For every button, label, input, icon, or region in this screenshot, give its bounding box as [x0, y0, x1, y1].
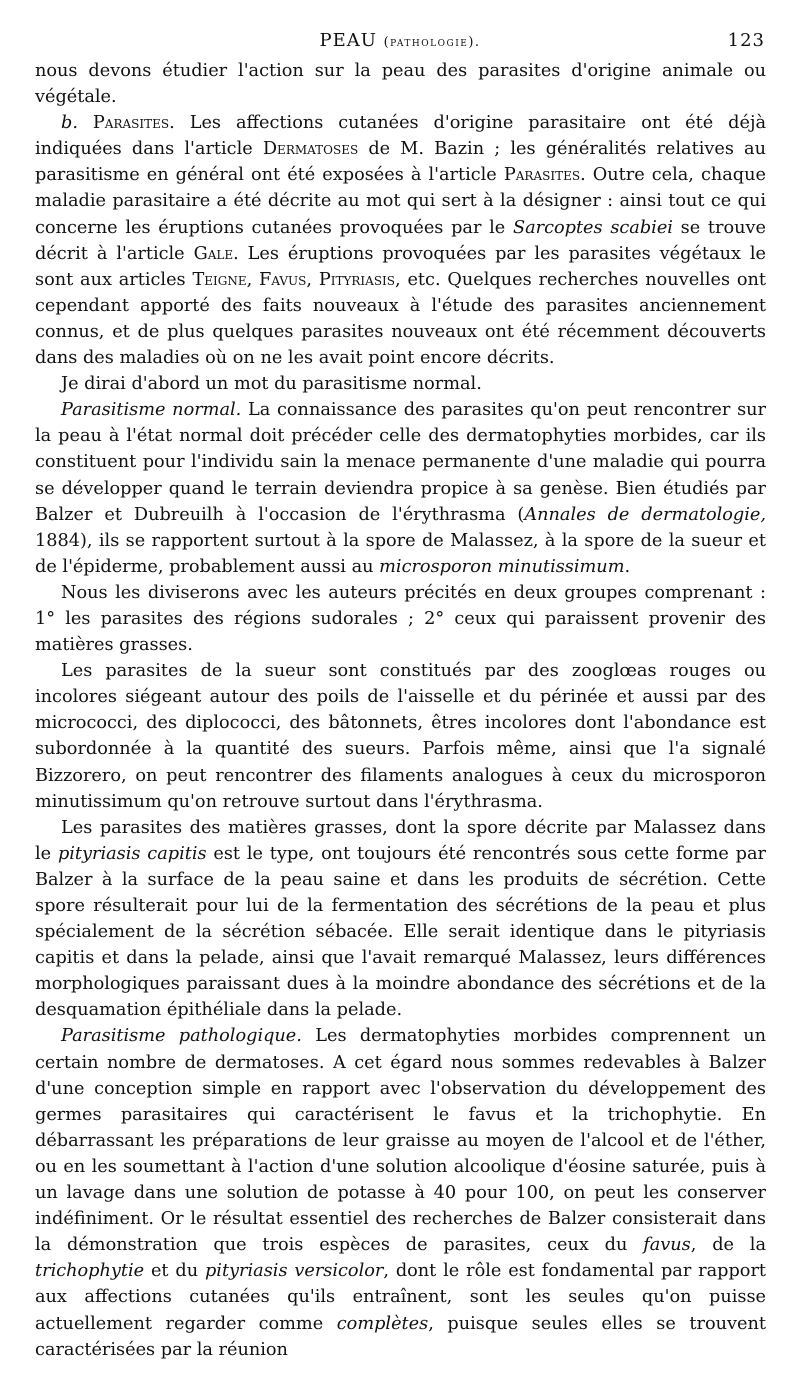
running-title-main: PEAU — [319, 30, 377, 51]
term-pityriasis-capitis: pityriasis capitis — [57, 843, 207, 864]
ref-gale: Gale — [193, 243, 234, 264]
ref-favus: Favus — [259, 269, 307, 290]
subheading-parasitisme-pathologique: Parasitisme pathologique. — [61, 1026, 302, 1047]
section-heading-parasites: Parasites. — [92, 113, 175, 134]
term-trichophytie: trichophytie — [35, 1261, 145, 1282]
paragraph-5: Nous les diviserons avec les auteurs précités en deux groupes comprenant : 1° les parasites des régions sudorales ; 2° ceux qui paraissent provenir des matières grasses. — [35, 582, 766, 656]
subheading-parasitisme-normal: Parasitisme normal. — [61, 400, 242, 421]
running-title-sub: (pathologie). — [383, 35, 481, 50]
paragraph-parasitisme-normal: Parasitisme normal. La connaissance des parasites qu'on peut rencontrer sur la peau à l'état normal doit précéder celle des dermatophyties morbides, car ils constituent pour l'individu sain la menace permanente d'une maladie qui pourra se développer quand le terrain deviendra propice à sa genèse. Bien étudiés par Balzer et Dubreuilh à l'occasion de l'érythrasma (Annales de dermatologie, 1884), ils se rapportent surtout à la spore de Malassez, à la spore de la sueur et de l'épiderme, probablement aussi au microsporon minutissimum. — [35, 400, 766, 577]
term-favus: favus — [643, 1235, 691, 1256]
species-microsporon: microsporon minutissimum — [379, 556, 625, 577]
paragraph-parasitisme-pathologique: Parasitisme pathologique. Les dermatophyties morbides comprennent un certain nombre de dermatoses. A cet égard nous sommes redevables à Balzer d'une conception simple en rapport avec l'observation du développement des germes parasitaires qui caractérisent le favus et la trichophytie. En débarrassant les préparations de leur graisse au moyen de l'alcool et de l'éther, ou en les soumettant à l'action d'une solution alcoolique d'éosine saturée, puis à un lavage dans une solution de potasse à 40 pour 100, on peut les conserver indéfiniment. Or le résultat essentiel des recherches de Balzer consisterait dans la démonstration que trois espèces de parasites, ceux du favus, de la trichophytie et du pityriasis versicolor, dont le rôle est fondamental par rapport aux affections cutanées qu'ils entraînent, sont les seules qu'on puisse actuellement regarder comme complètes, puisque seules elles se trouvent caractérisées par la réunion — [35, 1026, 767, 1360]
ref-pityriasis: Pityriasis — [318, 269, 396, 290]
term-completes: complètes — [336, 1313, 429, 1334]
paragraph-1: nous devons étudier l'action sur la peau des parasites d'origine animale ou végétale. — [35, 61, 766, 108]
ref-dermatoses: Dermatoses — [262, 139, 359, 160]
citation-annales: Annales de dermatologie, — [524, 504, 766, 525]
paragraph-3: Je dirai d'abord un mot du parasitisme normal. — [61, 374, 482, 395]
running-title — [35, 30, 765, 51]
paragraph-parasites: b. Parasites. Les affections cutanées d'origine parasitaire ont été déjà indiquées dans l'article Dermatoses de M. Bazin ; les généralités relatives au parasitisme en général ont été exposées à l'article Parasites. Outre cela, chaque maladie parasitaire a été décrite au mot qui sert à la désigner : ainsi tout ce qui concerne les éruptions cutanées provoquées par le Sarcoptes scabiei se trouve décrit à l'article Gale. Les éruptions provoquées par les parasites végétaux le sont aux articles Teigne, Favus, Pityriasis, etc. Quelques recherches nouvelles ont cependant apporté des faits nouveaux à l'étude des parasites anciennement connus, et de plus quelques parasites nouveaux ont été récemment découverts dans des maladies où on ne les avait point encore décrits. — [35, 113, 766, 369]
running-header — [35, 30, 765, 54]
paragraph-6: Les parasites de la sueur sont constitués par des zooglœas rouges ou incolores siégeant autour des poils de l'aisselle et du périnée et aussi par des micrococci, des diplococci, des bâtonnets, êtres incolores dont l'abondance est subordonnée à la quantité des sueurs. Parfois même, ainsi que l'a signalé Bizzorero, on peut rencontrer des filaments analogues à ceux du microsporon minutissimum qu'on retrouve surtout dans l'érythrasma. — [35, 661, 766, 812]
species-sarcoptes: Sarcoptes scabiei — [512, 217, 673, 238]
ref-teigne: Teigne — [192, 269, 247, 290]
section-letter: b. — [61, 113, 78, 134]
ref-parasites: Parasites — [503, 165, 581, 186]
page-body — [35, 58, 766, 1363]
term-pityriasis-versicolor: pityriasis versicolor — [204, 1261, 384, 1282]
paragraph-7: Les parasites des matières grasses, dont la spore décrite par Malassez dans le pityriasis capitis est le type, ont toujours été rencontrés sous cette forme par Balzer à la surface de la peau saine et dans les produits de sécrétion. Cette spore résulterait pour lui de la fermentation des sécrétions de la peau et plus spécialement de la sécrétion sébacée. Elle serait identique dans le pityriasis capitis et dans la pelade, ainsi que l'avait remarqué Malassez, leurs différences morphologiques paraissant dues à la moindre abondance des sécrétions et de la desquamation épithéliale dans la pelade. — [35, 817, 766, 1021]
page-number: 123 — [727, 30, 765, 51]
